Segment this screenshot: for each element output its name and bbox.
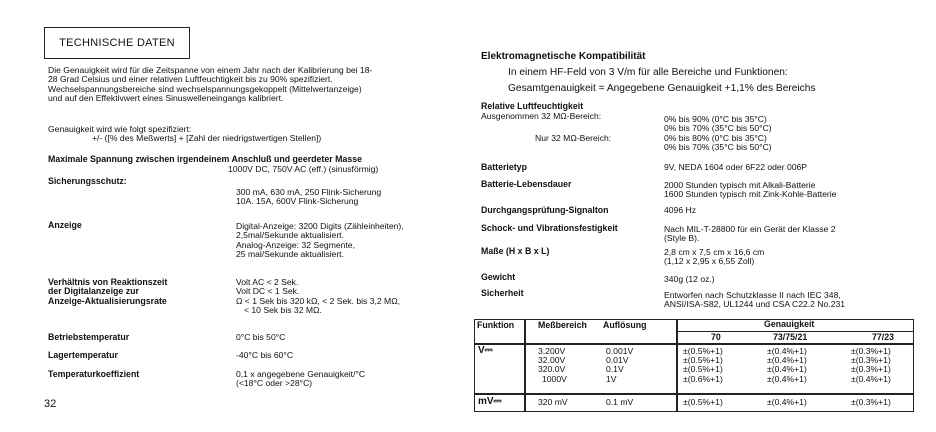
table-col-acc-77: ±(0.3%+1) ±(0.3%+1) ±(0.3%+1) ±(0.4%+1): [851, 346, 891, 384]
spec-label-shock: Schock- und Vibrationsfestigkeit: [481, 223, 618, 233]
table-divider: [676, 319, 678, 412]
spec-label-continuity: Durchgangsprüfung-Signalton: [481, 205, 609, 215]
intro-line: Die Genauigkeit wird für die Zeitspanne von einem Jahr nach der Kalibrierung bei 18-: [48, 65, 373, 75]
spec-value-dimensions: 2,8 cm x 7,5 cm x 16,6 cm (1,12 x 2,95 x 6,55 Zoll): [664, 247, 765, 267]
page-number: 32: [44, 398, 57, 410]
spec-value-continuity: 4096 Hz: [664, 205, 697, 215]
table-header-accuracy: Genauigkeit: [764, 319, 815, 329]
spec-value-operating-temp: 0°C bis 50°C: [236, 332, 286, 342]
table-cell: 0.1 mV: [606, 397, 634, 407]
humidity-row2-values: 0% bis 80% (0°C bis 35°C) 0% bis 70% (35°C bis 50°C): [664, 133, 772, 153]
spec-label-weight: Gewicht: [481, 272, 516, 282]
table-header-resolution: Auflösung: [603, 320, 647, 330]
spec-value-response: Volt AC < 2 Sek. Volt DC < 1 Sek. Ω < 1 Sek bis 320 kΩ, < 2 Sek. bis 3,2 MΩ, < 10 Sek bis 32 MΩ.: [236, 277, 401, 316]
table-header-function: Funktion: [477, 320, 515, 330]
emc-line-1: In einem HF-Feld von 3 V/m für alle Bereiche und Funktionen:: [508, 67, 788, 78]
table-cell: ±(0.3%+1): [851, 397, 891, 407]
spec-value-storage-temp: -40°C bis 60°C: [236, 350, 294, 360]
table-cell: ±(0.5%+1): [683, 397, 723, 407]
intro-paragraph: [48, 66, 372, 104]
spec-label-fuse: Sicherungsschutz:: [48, 176, 127, 186]
table-cell: ±(0.4%+1): [767, 397, 807, 407]
accuracy-spec: [48, 125, 321, 144]
intro-line: und auf den Effektivwert eines Sinuswelleneingangs kalibriert.: [48, 93, 284, 104]
intro-line: 28 Grad Celsius und einer relativen Luftfeuchtigkeit bis zu 90% spezifiziert.: [48, 74, 333, 85]
humidity-heading: Relative Luftfeuchtigkeit: [481, 101, 584, 111]
spec-label-safety: Sicherheit: [481, 288, 524, 298]
spec-label-battery-life: Batterie-Lebensdauer: [481, 179, 572, 189]
spec-label-storage-temp: Lagertemperatur: [48, 350, 118, 360]
spec-label-display: Anzeige: [48, 220, 82, 230]
table-col-range: 3.200V 32.00V 320.0V 1000V: [538, 346, 567, 384]
intro-line: Wechselspannungsbereiche sind wechselspannungsgekoppelt (Mittelwertanzeige): [48, 83, 362, 94]
table-col-acc-70: ±(0.5%+1) ±(0.5%+1) ±(0.5%+1) ±(0.6%+1): [683, 346, 723, 384]
spec-label-dimensions: Maße (H x B x L): [481, 246, 550, 256]
humidity-row1-label: Ausgenommen 32 MΩ-Bereich:: [481, 111, 602, 121]
spec-value-temp-coefficient: 0,1 x angegebene Genauigkeit/°C (<18°C oder >28°C): [236, 369, 366, 389]
spec-value-safety: Entworfen nach Schutzklasse II nach IEC 348, ANSI/ISA-S82, UL1244 und CSA C22.2 No.231: [664, 290, 846, 310]
humidity-row2-label: Nur 32 MΩ-Bereich:: [535, 133, 612, 143]
table-function-volts-dc: V⎓: [478, 345, 493, 356]
accuracy-spec-formula: +/- ([% des Meßwerts] + [Zahl der niedrigstwertigen Stellen]): [92, 133, 322, 144]
section-title: TECHNISCHE DATEN: [44, 27, 190, 59]
emc-heading: Elektromagnetische Kompatibilität: [481, 51, 646, 62]
max-voltage-label: Maximale Spannung zwischen irgendeinem Anschluß und geerdeter Masse: [48, 154, 362, 164]
table-col-acc-73: ±(0.4%+1) ±(0.4%+1) ±(0.4%+1) ±(0.4%+1): [767, 346, 807, 384]
spec-value-weight: 340g (12 oz.): [664, 274, 715, 284]
spec-value-battery-life: 2000 Stunden typisch mit Alkali-Batterie 1600 Stunden typisch mit Zink-Kohle-Batterie: [664, 180, 837, 200]
table-function-millivolts-dc: mV⎓: [478, 396, 502, 407]
table-col-resolution: 0.001V 0.01V 0.1V 1V: [606, 346, 634, 384]
spec-label-response: Verhältnis von Reaktionszeit der Digitalanzeige zur Anzeige-Aktualisierungsrate: [48, 277, 168, 306]
spec-label-battery-type: Batterietyp: [481, 162, 527, 172]
spec-label-operating-temp: Betriebstemperatur: [48, 332, 130, 342]
table-divider: [474, 393, 914, 395]
table-header-model-77: 77/23: [872, 332, 895, 342]
accuracy-spec-line: Genauigkeit wird wie folgt spezifiziert:: [48, 124, 192, 134]
table-divider: [524, 319, 526, 412]
table-header-model-70: 70: [711, 332, 721, 342]
spec-value-battery-type: 9V, NEDA 1604 oder 6F22 oder 006P: [664, 162, 808, 172]
table-cell: 320 mV: [538, 397, 568, 407]
max-voltage-value: 1000V DC, 750V AC (eff.) (sinusförmig): [228, 164, 379, 174]
spec-value-shock: Nach MIL-T-28800 für ein Gerät der Klasse 2 (Style B).: [664, 224, 836, 244]
emc-line-2: Gesamtgenauigkeit = Angegebene Genauigkeit +1,1% des Bereichs: [508, 83, 816, 94]
spec-value-display: Digital-Anzeige: 3200 Digits (Zähleinheiten), 2,5mal/Sekunde aktualisiert. Analog-Anzeige: 32 Segmente, 25 mal/Sekunde aktualisiert.: [236, 221, 404, 260]
spec-label-temp-coefficient: Temperaturkoeffizient: [48, 369, 140, 379]
spec-value-fuse: 300 mA, 630 mA, 250 Flink-Sicherung 10A. 15A, 600V Flink-Sicherung: [236, 187, 382, 207]
table-divider: [474, 343, 914, 345]
table-header-range: Meßbereich: [538, 320, 587, 330]
humidity-row1-values: 0% bis 90% (0°C bis 35°C) 0% bis 70% (35°C bis 50°C): [664, 114, 772, 134]
table-header-model-73: 73/75/21: [773, 332, 808, 342]
